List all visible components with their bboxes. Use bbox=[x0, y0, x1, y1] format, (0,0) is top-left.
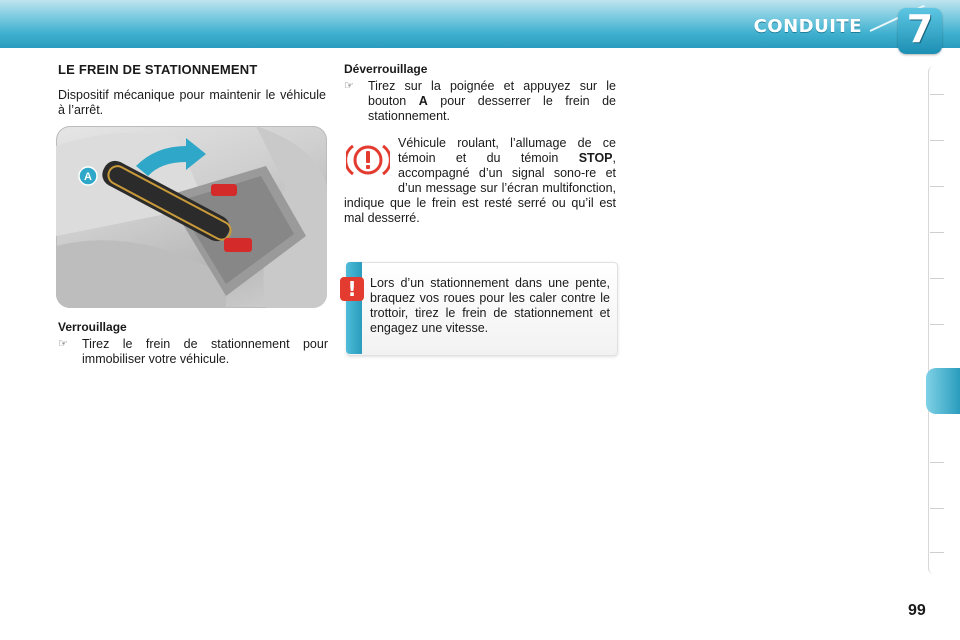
tab-mark bbox=[930, 186, 944, 187]
note-text: Lors d’un stationnement dans une pente, braquez vos roues pour les caler contre le trottoir, tirez le frein de stationnement et engagez une vitesse. bbox=[370, 276, 610, 335]
tab-mark bbox=[930, 462, 944, 463]
unlocking-text-start: Tirez sur la poignée et appuyez sur le bouton bbox=[368, 79, 616, 108]
pointing-hand-icon: ☞ bbox=[58, 338, 68, 350]
tab-mark bbox=[930, 324, 944, 325]
tab-mark bbox=[930, 508, 944, 509]
chapter-tab-rail bbox=[928, 66, 955, 574]
parking-brake-lever-photo bbox=[56, 126, 327, 308]
intro-paragraph: Dispositif mécanique pour maintenir le véhicule à l’arrêt. bbox=[58, 88, 326, 117]
page-title: LE FREIN DE STATIONNEMENT bbox=[58, 62, 258, 77]
warning-text-start: Véhicule roulant, l’allumage de ce témoin et du témoin bbox=[398, 136, 616, 165]
warning-paragraph bbox=[344, 136, 616, 226]
stop-label: STOP bbox=[578, 151, 613, 165]
tab-mark bbox=[930, 232, 944, 233]
unlocking-text-end: pour desserrer le frein de stationnement. bbox=[368, 94, 616, 123]
unlocking-title: Déverrouillage bbox=[344, 62, 428, 76]
tab-mark bbox=[930, 278, 944, 279]
tab-mark bbox=[930, 140, 944, 141]
pointing-hand-icon: ☞ bbox=[344, 80, 354, 92]
exclamation-icon: ! bbox=[340, 277, 364, 301]
page-number: 99 bbox=[908, 602, 926, 619]
button-a-label: A bbox=[418, 94, 428, 108]
section-title-header: CONDUITE bbox=[753, 16, 862, 37]
chapter-tab-active[interactable] bbox=[926, 368, 960, 414]
unlocking-bullet-text bbox=[368, 79, 616, 124]
locking-bullet bbox=[58, 337, 328, 369]
note-strip bbox=[346, 262, 362, 354]
locking-bullet-text: Tirez le frein de stationnement pour immobiliser votre véhicule. bbox=[82, 337, 328, 366]
warning-text-end: , accompagné d’un signal sono-re et d’un message sur l’écran multifonction, indique que le frein est resté serré ou qu’il est mal desserré. bbox=[344, 151, 616, 225]
tab-mark bbox=[930, 552, 944, 553]
photo-label-a: A bbox=[84, 171, 92, 183]
locking-title: Verrouillage bbox=[58, 320, 127, 334]
unlocking-bullet bbox=[344, 79, 616, 125]
tab-mark bbox=[930, 94, 944, 95]
parking-brake-illustration bbox=[56, 126, 327, 308]
chapter-number: 7 bbox=[906, 7, 934, 51]
